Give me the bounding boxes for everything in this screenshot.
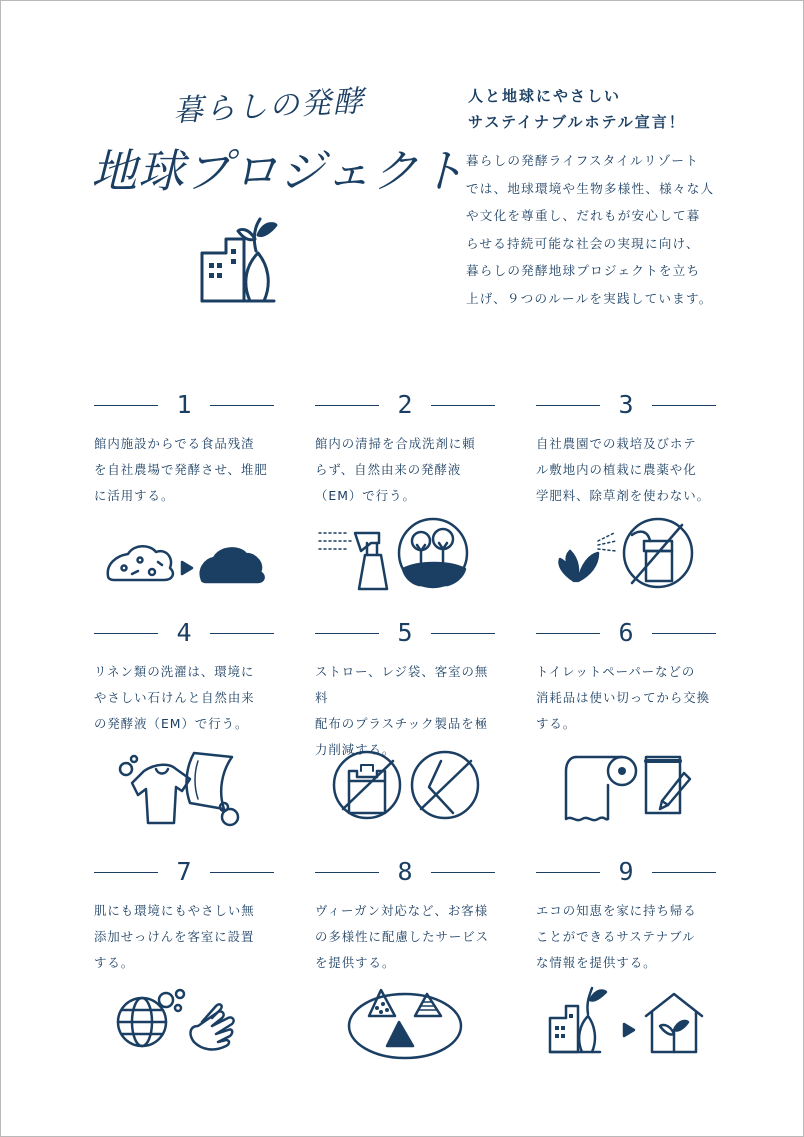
building-sprout-icon (198, 213, 278, 305)
rule-text: 館内施設からでる食品残渣 を自社農場で発酵させ、堆肥 に活用する。 (94, 436, 268, 503)
intro-paragraph (466, 147, 736, 313)
headline-line-2: サステイナブルホテル宣言！ (468, 113, 686, 131)
rule-number: 1 (176, 390, 192, 419)
rule-number: 9 (618, 857, 634, 886)
rule-number: 8 (397, 857, 413, 886)
headline-line-1: 人と地球にやさしい (468, 87, 622, 105)
rule-text: ストロー、レジ袋、客室の無料 配布のプラスチック製品を極 力削減する。 (315, 664, 489, 757)
rule-text: 館内の清掃を合成洗剤に頼 らず、自然由来の発酵液 （EM）で行う。 (315, 436, 476, 503)
laundry-icon (94, 743, 274, 833)
intro-line: では、地球環境や生物多様性、様々な人 (466, 180, 715, 196)
intro-line: 暮らしの発酵ライフスタイルリゾート (466, 153, 699, 168)
rule-text: トイレットペーパーなどの 消耗品は使い切ってから交換 する。 (536, 664, 711, 731)
rule-text: ヴィーガン対応など、お客様 の多様性に配慮したサービス を提供する。 (315, 903, 490, 970)
rule-7 (94, 858, 274, 976)
intro-line: 上げ、９つのルールを実践しています。 (466, 290, 713, 306)
toilet-paper-icon (536, 743, 716, 833)
compost-icon (94, 516, 274, 606)
project-logo (91, 63, 467, 203)
intro-line: 暮らしの発酵地球プロジェクトを立ち (466, 263, 701, 279)
rule-9 (536, 858, 716, 976)
rule-text: リネン類の洗濯は、環境に やさしい石けんと自然由来 の発酵液（EM）で行う。 (94, 664, 255, 731)
rule-text: 自社農園での栽培及びホテ ル敷地内の植栽に農薬や化 学肥料、除草剤を使わない。 (536, 436, 711, 503)
rule-number: 7 (176, 857, 192, 886)
rule-number: 6 (618, 618, 634, 647)
soap-globe-icon (94, 976, 274, 1066)
rule-1 (94, 391, 274, 509)
intro-line: や文化を尊重し、だれもが安心して暮 (466, 208, 701, 224)
logo-line-1: 暮らしの発酵 (172, 83, 366, 129)
rule-number: 2 (397, 390, 413, 419)
rule-2 (315, 391, 495, 509)
rule-text: エコの知恵を家に持ち帰る ことができるサステナブル な情報を提供する。 (536, 903, 697, 970)
headline (468, 83, 686, 135)
rule-number: 4 (176, 618, 192, 647)
rule-5 (315, 619, 495, 763)
spray-nature-icon (315, 511, 495, 601)
rule-text: 肌にも環境にもやさしい無 添加せっけんを客室に設置 する。 (94, 903, 255, 970)
diverse-food-icon (315, 976, 495, 1066)
rule-3 (536, 391, 716, 509)
hotel-to-home-icon (536, 976, 716, 1066)
intro-line: らせる持続可能な社会の実現に向け、 (466, 235, 700, 251)
no-pesticide-icon (536, 511, 716, 601)
rule-8 (315, 858, 495, 976)
rule-number: 5 (397, 618, 413, 647)
rule-4 (94, 619, 274, 737)
rule-6 (536, 619, 716, 737)
no-plastic-icon (315, 743, 495, 833)
rule-number: 3 (618, 390, 634, 419)
logo-line-2: 地球プロジェクト (91, 144, 467, 198)
